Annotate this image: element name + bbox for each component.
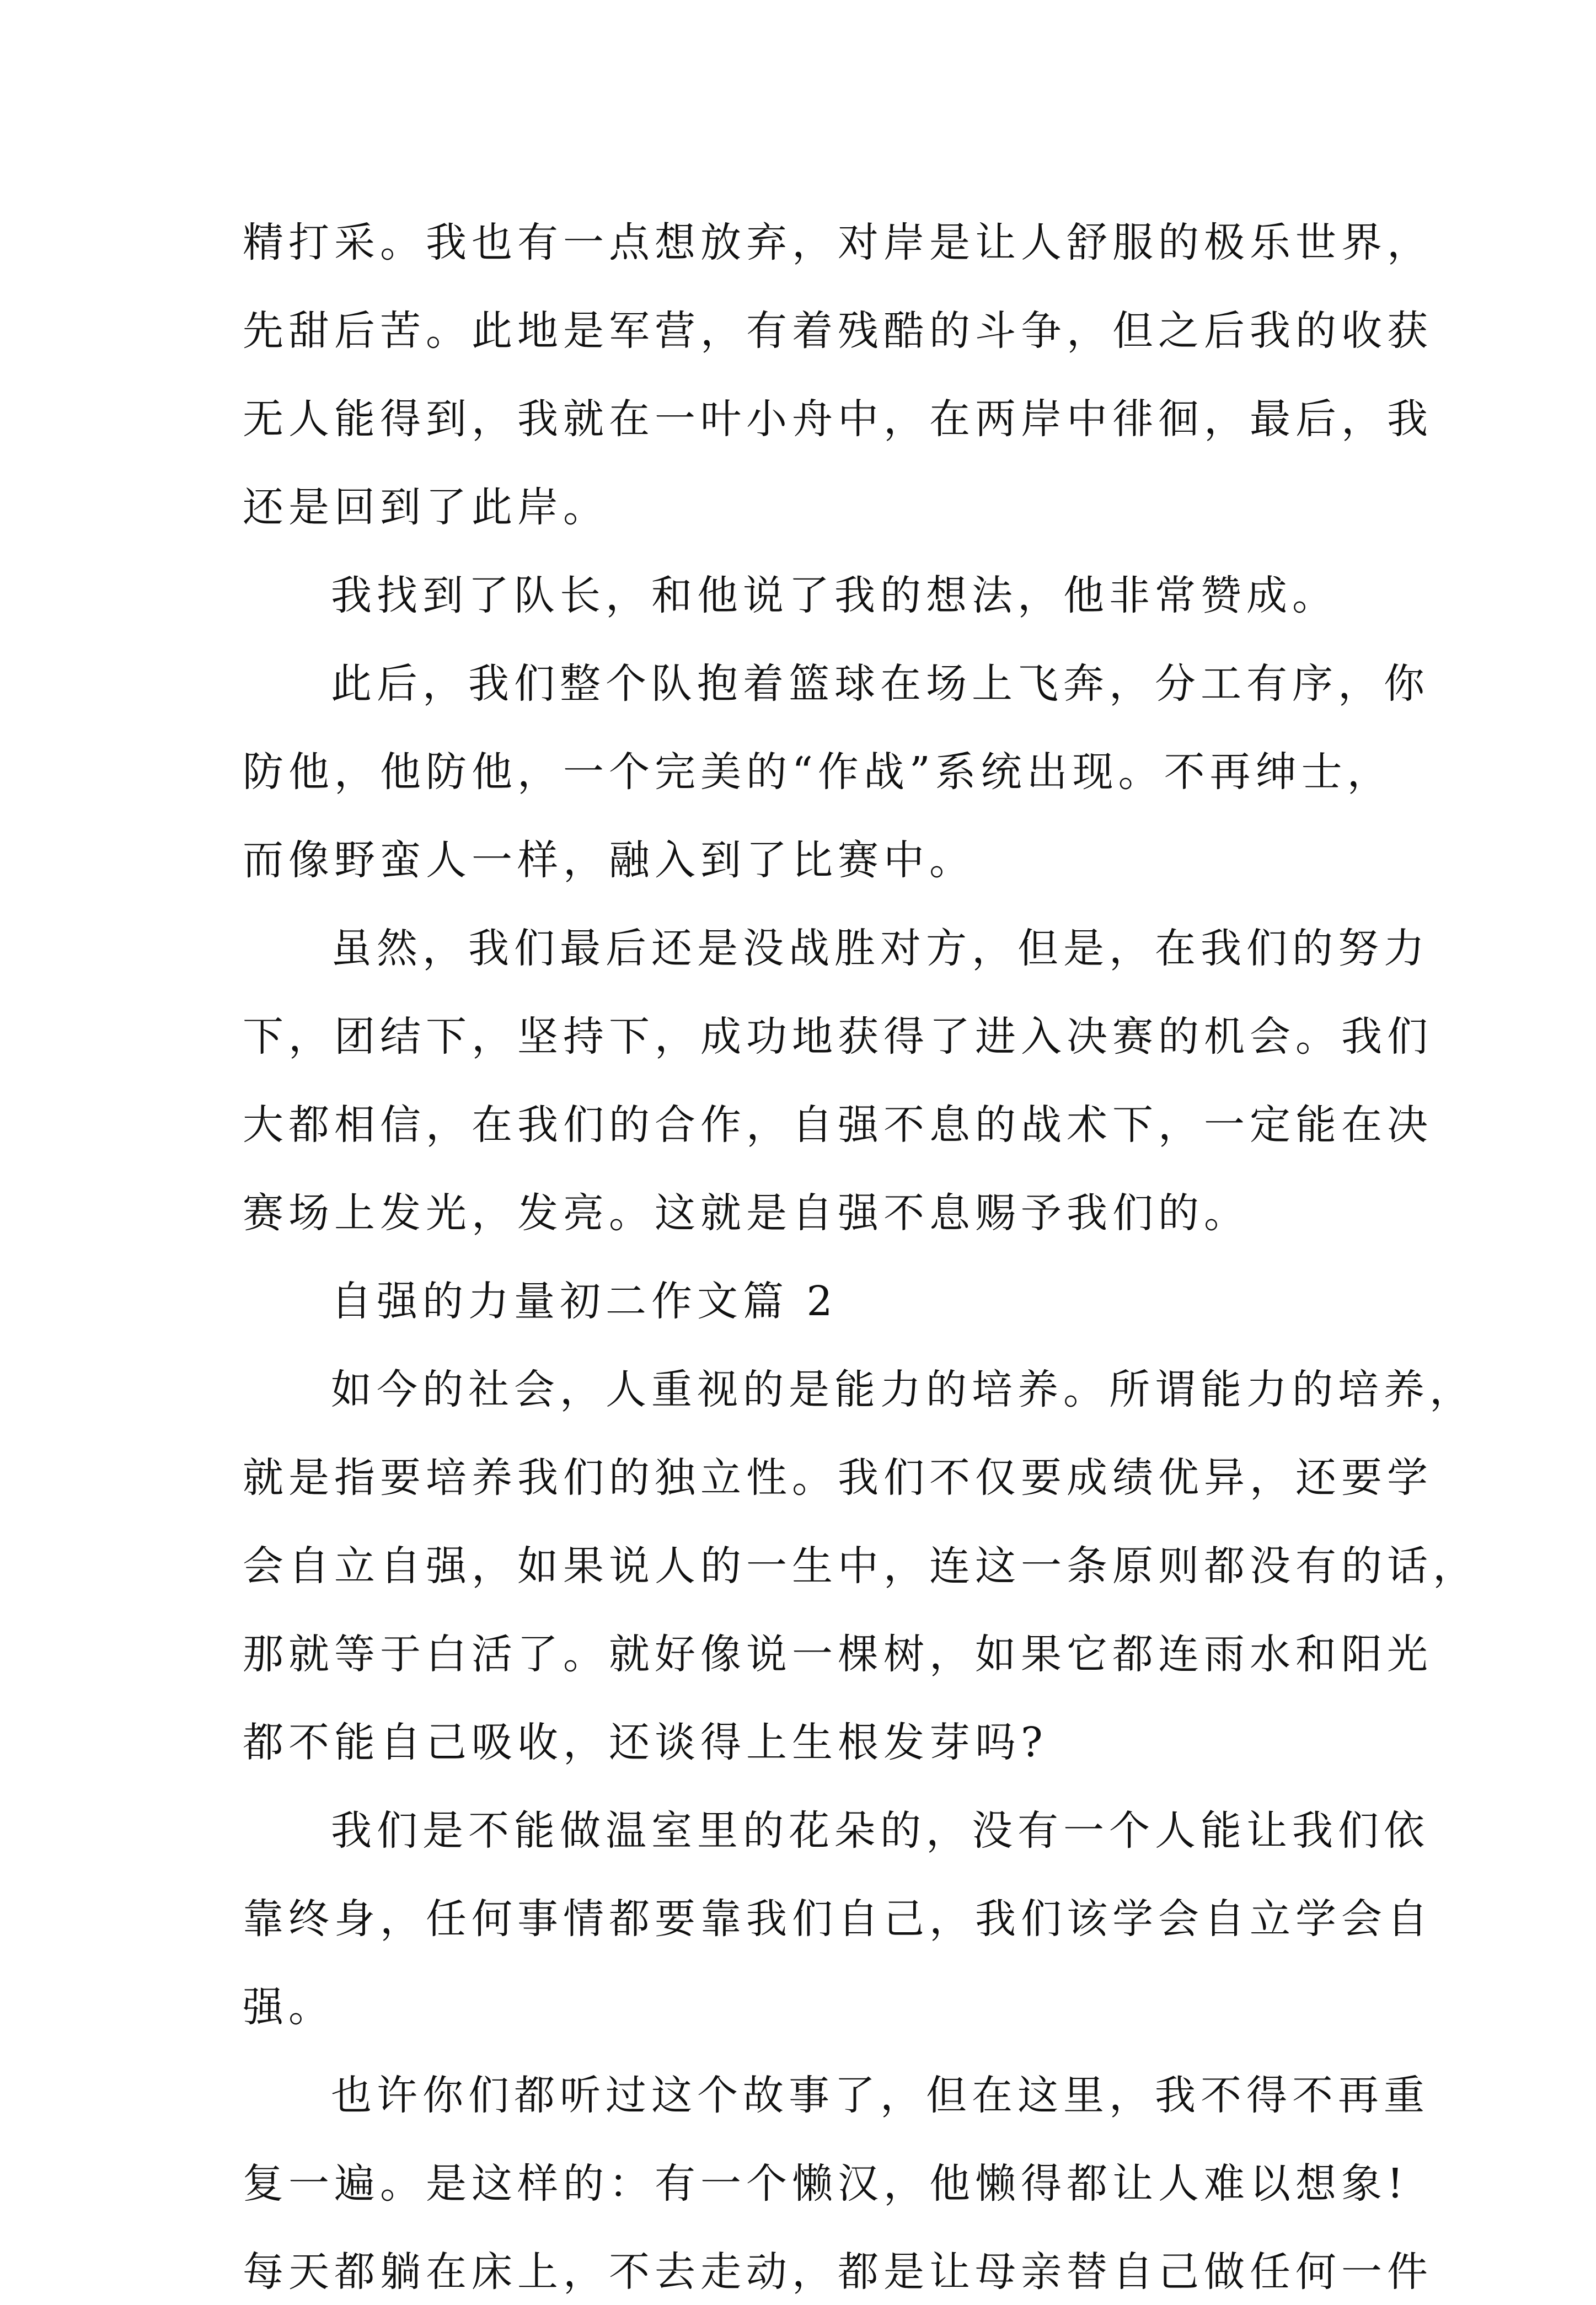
text-line: 虽然，我们最后还是没战胜对方，但是，在我们的努力: [331, 925, 1429, 972]
text-line: 就是指要培养我们的独立性。我们不仅要成绩优异，还要学: [243, 1454, 1433, 1502]
text-line: 强。: [243, 1984, 334, 2031]
text-line: 我们是不能做温室里的花朵的，没有一个人能让我们依: [331, 1807, 1429, 1854]
text-line: 会自立自强，如果说人的一生中，连这一条原则都没有的话，: [243, 1542, 1479, 1590]
text-line: 防他，他防他，一个完美的“作战”系统出现。不再绅士，: [243, 748, 1393, 796]
text-line: 先甜后苦。此地是军营，有着残酷的斗争，但之后我的收获: [243, 307, 1433, 355]
text-line: 而像野蛮人一样，融入到了比赛中。: [243, 837, 975, 884]
text-line: 大都相信，在我们的合作，自强不息的战术下，一定能在决: [243, 1101, 1433, 1149]
text-line: 精打采。我也有一点想放弃，对岸是让人舒服的极乐世界，: [243, 219, 1433, 266]
text-line: 那就等于白活了。就好像说一棵树，如果它都连雨水和阳光: [243, 1631, 1433, 1678]
text-line: 还是回到了此岸。: [243, 484, 609, 531]
text-line: 赛场上发光，发亮。这就是自强不息赐予我们的。: [243, 1189, 1250, 1237]
text-line: 复一遍。是这样的：有一个懒汉，他懒得都让人难以想象!: [243, 2160, 1408, 2207]
text-line: 如今的社会，人重视的是能力的培养。所谓能力的培养，: [331, 1366, 1475, 1413]
text-line: 也许你们都听过这个故事了，但在这里，我不得不再重: [331, 2072, 1429, 2119]
section-heading: 自强的力量初二作文篇 2: [331, 1278, 838, 1325]
text-line: 都不能自己吸收，还谈得上生根发芽吗?: [243, 1719, 1048, 1766]
text-line: 每天都躺在床上，不去走动，都是让母亲替自己做任何一件: [243, 2248, 1433, 2296]
text-line: 靠终身，任何事情都要靠我们自己，我们该学会自立学会自: [243, 1895, 1433, 1943]
text-line: 下，团结下，坚持下，成功地获得了进入决赛的机会。我们: [243, 1013, 1433, 1060]
text-line: 此后，我们整个队抱着篮球在场上飞奔，分工有序，你: [331, 660, 1429, 707]
text-line: 我找到了队长，和他说了我的想法，他非常赞成。: [331, 572, 1338, 619]
text-line: 无人能得到，我就在一叶小舟中，在两岸中徘徊，最后，我: [243, 395, 1433, 443]
